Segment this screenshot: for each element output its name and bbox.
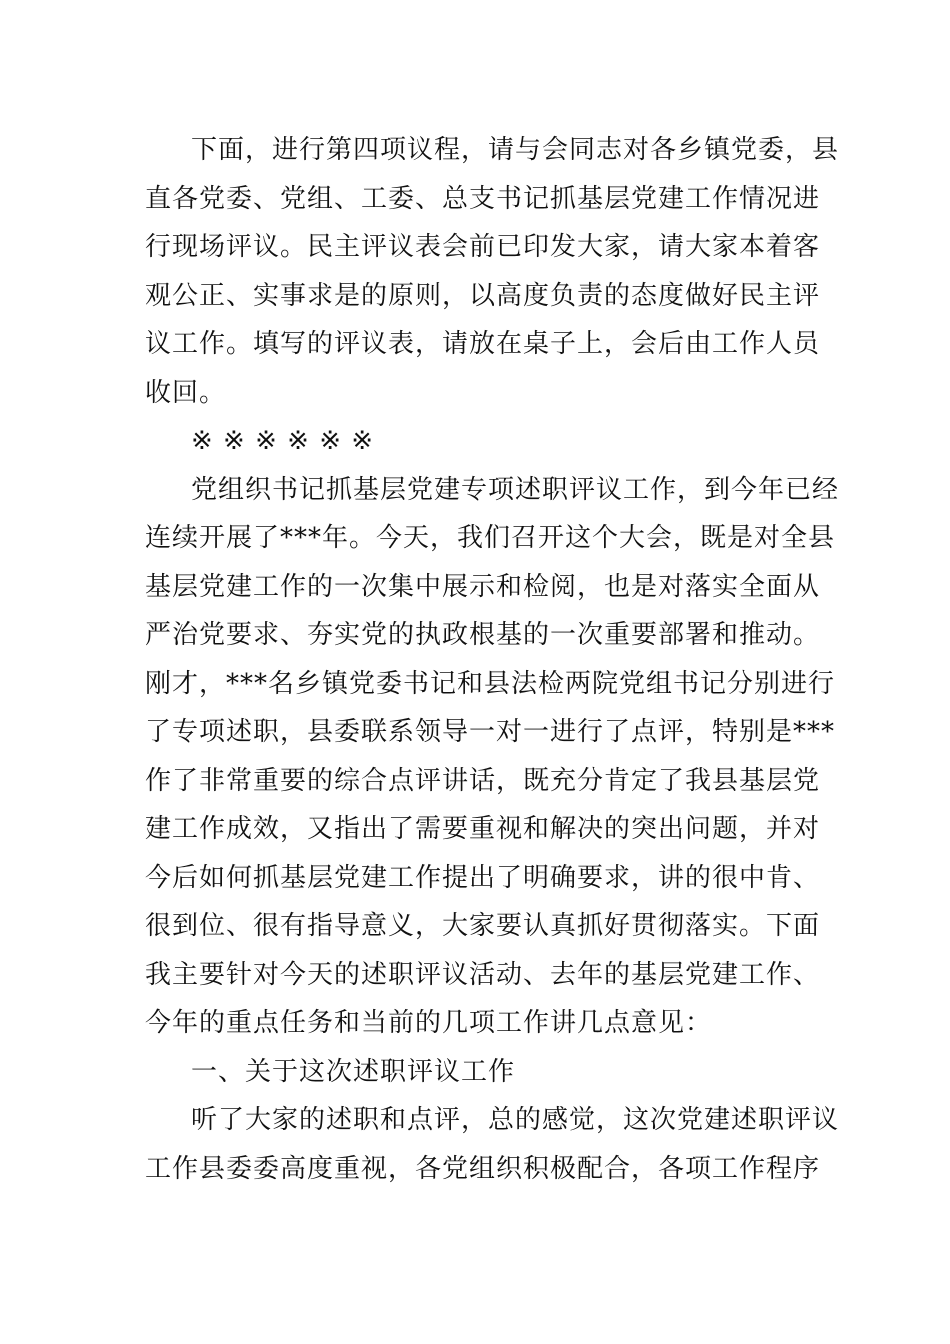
text-line: 议工作。填写的评议表，请放在桌子上，会后由工作人员 [145,329,821,359]
text-line: 很到位、很有指导意义，大家要认真抓好贯彻落实。下面 [145,911,821,941]
text-line: 建工作成效，又指出了需要重视和解决的突出问题，并对 [145,814,821,844]
section-heading [145,1048,810,1097]
text-line: 今后如何抓基层党建工作提出了明确要求，讲的很中肯、 [145,862,821,893]
text-line: 行现场评议。民主评议表会前已印发大家，请大家本着客 [145,232,821,262]
text-line: 直各党委、党组、工委、总支书记抓基层党建工作情况进 [145,183,821,214]
paragraph-agenda [145,126,840,417]
paragraph-speech-intro [145,466,840,1048]
text-line: 刚才，***名乡镇党委书记和县法检两院党组书记分别进行 [145,668,836,699]
text-line: 我主要针对今天的述职评议活动、去年的基层党建工作、 [145,959,821,990]
paragraph-assessment [145,1096,840,1193]
text-line: 收回。 [145,377,227,408]
text-line: 了专项述职，县委联系领导一对一进行了点评，特别是*** [145,717,836,747]
section-separator [145,417,810,466]
text-line: 工作县委委高度重视，各党组织积极配合，各项工作程序 [145,1153,821,1184]
text-line: 党组织书记抓基层党建专项述职评议工作，到今年已经 [191,474,840,505]
text-line: 连续开展了***年。今天，我们召开这个大会，既是对全县 [145,523,836,553]
separator-marks: ※ ※ ※ ※ ※ ※ [191,426,375,456]
heading-text: 一、关于这次述职评议工作 [191,1056,516,1087]
text-line: 严治党要求、夯实党的执政根基的一次重要部署和推动。 [145,620,821,650]
document-body [145,126,840,1193]
text-line: 听了大家的述职和点评，总的感觉，这次党建述职评议 [191,1105,840,1135]
text-line: 作了非常重要的综合点评讲话，既充分肯定了我县基层党 [145,765,821,796]
text-line: 观公正、实事求是的原则，以高度负责的态度做好民主评 [145,280,821,311]
text-line: 今年的重点任务和当前的几项工作讲几点意见： [145,1008,713,1038]
text-line: 下面，进行第四项议程，请与会同志对各乡镇党委，县 [191,135,840,165]
text-line: 基层党建工作的一次集中展示和检阅，也是对落实全面从 [145,571,821,602]
